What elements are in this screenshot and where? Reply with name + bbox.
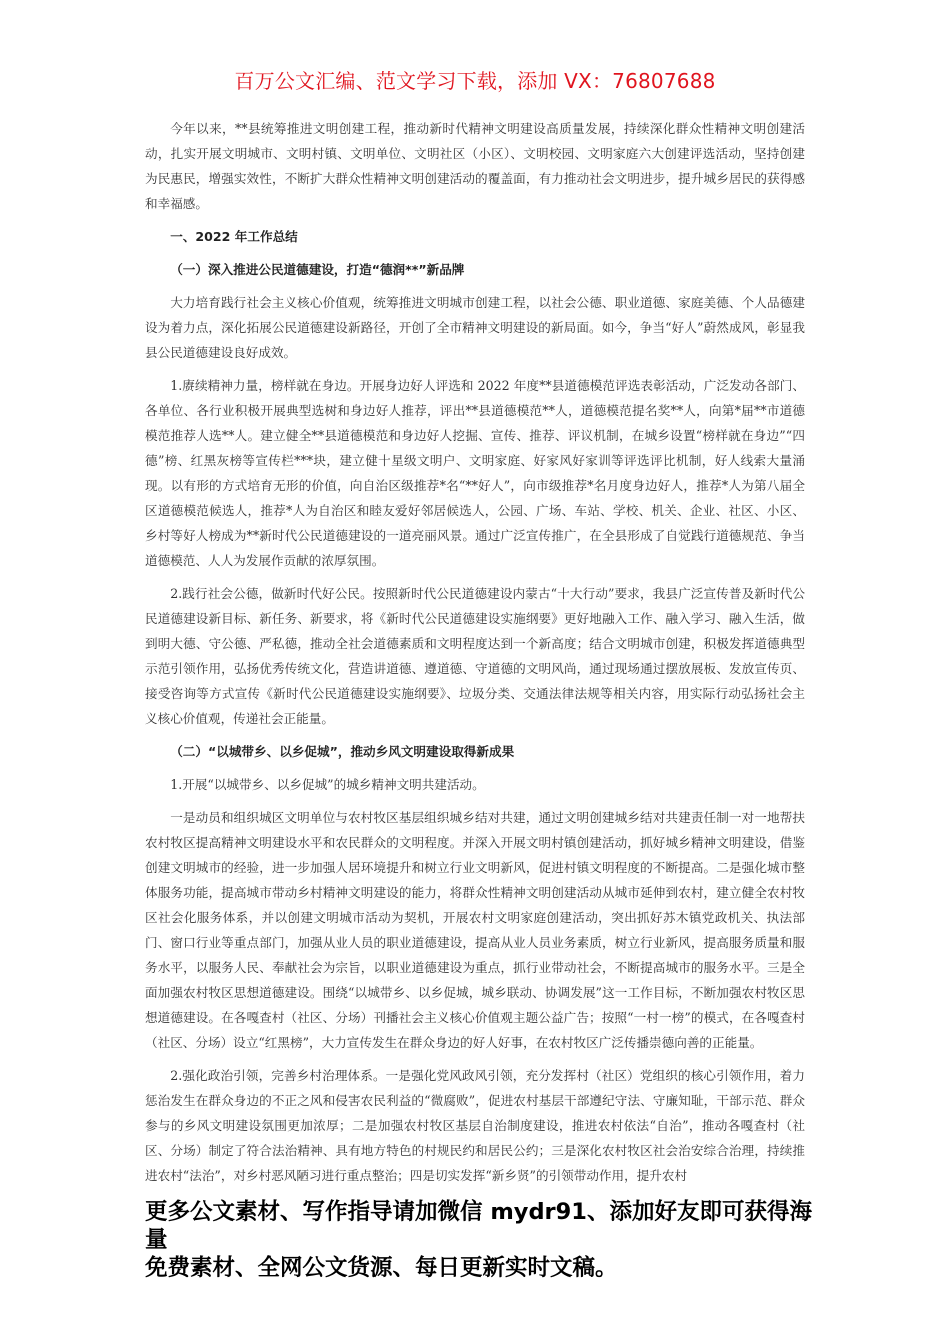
intro-paragraph: 今年以来，**县统筹推进文明创建工程，推动新时代精神文明建设高质量发展，持续深化群众性精神文明创建活动，扎实开展文明城市、文明村镇、文明单位、文明社区（小区）、文明校园、文明家庭六大创建评选活动，坚持创建为民惠民，增强实效性，不断扩大群众性精神文明创建活动的覆盖面，有力推动社会文明进步，提升城乡居民的获得感和幸福感。 (145, 121, 805, 211)
body-paragraph: 1.开展“以城带乡、以乡促城”的城乡精神文明共建活动。 (170, 777, 485, 792)
body-paragraph: 1.赓续精神力量，榜样就在身边。开展身边好人评选和 2022 年度**县道德模范评选表彰活动，广泛发动各部门、各单位、各行业积极开展典型选树和身边好人推荐，评出**县道德模范**人，道德模范提名奖**人，向第*届**市道德模范推荐人选**人。建立健全**县道德模范和身边好人挖掘、宣传、推荐、评议机制，在城乡设置“榜样就在身边”“四德”榜、红黑灰榜等宣传栏***块，建立健十星级文明户、文明家庭、好家风好家训等评选评比机制，好人线索大量涌现。以有形的方式培育无形的价值，向自治区级推荐*名“**好人”，向市级推荐*名月度身边好人，推荐*人为第八届全区道德模范候选人，推荐*人为自治区和睦友爱好邻居候选人，公园、广场、车站、学校、机关、企业、社区、小区、乡村等好人榜成为**新时代公民道德建设的一道亮丽风景。通过广泛宣传推广，在全县形成了自觉践行道德规范、争当道德模范、人人为发展作贡献的浓厚氛围。 (145, 378, 805, 568)
promo-line-2: 免费素材、全网公文货源、每日更新实时文稿。 (145, 1255, 618, 1281)
body-paragraph: 2.践行社会公德，做新时代好公民。按照新时代公民道德建设内蒙古“十大行动”要求，我县广泛宣传普及新时代公民道德建设新目标、新任务、新要求，将《新时代公民道德建设实施纲要》更好地融入工作、融入学习、融入生活，做到明大德、守公德、严私德，推动全社会道德素质和文明程度达到一个新高度；结合文明城市创建，积极发挥道德典型示范引领作用，弘扬优秀传统文化，营造讲道德、遵道德、守道德的文明风尚，通过现场通过摆放展板、发放宣传页、接受咨询等方式宣传《新时代公民道德建设实施纲要》、垃圾分类、交通法律法规等相关内容，用实际行动弘扬社会主义核心价值观，传递社会正能量。 (145, 586, 805, 726)
watermark-header: 百万公文汇编、范文学习下载，添加 VX：76807688 (234, 69, 716, 93)
body-paragraph: 一是动员和组织城区文明单位与农村牧区基层组织城乡结对共建，通过文明创建城乡结对共建责任制一对一地帮扶农村牧区提高精神文明建设水平和农民群众的文明程度。并深入开展文明村镇创建活动，抓好城乡精神文明建设，借鉴创建文明城市的经验，进一步加强人居环境提升和树立行业文明新风，促进村镇文明程度的不断提高。二是强化城市整体服务功能，提高城市带动乡村精神文明建设的能力，将群众性精神文明创建活动从城市延伸到农村，建立健全农村牧区社会化服务体系，并以创建文明城市活动为契机，开展农村文明家庭创建活动，突出抓好苏木镇党政机关、执法部门、窗口行业等重点部门，加强从业人员的职业道德建设，提高从业人员业务素质，树立行业新风，提高服务质量和服务水平，以服务人民、奉献社会为宗旨，以职业道德建设为重点，抓行业带动社会，不断提高城市的服务水平。三是全面加强农村牧区思想道德建设。围绕“以城带乡、以乡促城，城乡联动、协调发展”这一工作目标，不断加强农村牧区思想道德建设。在各嘎查村（社区、分场）刊播社会主义核心价值观主题公益广告；按照“一村一榜”的模式，在各嘎查村（社区、分场）设立“红黑榜”，大力宣传发生在群众身边的好人好事，在农村牧区广泛传播崇德向善的正能量。 (145, 810, 805, 1050)
subsection-heading: （一）深入推进公民道德建设，打造“德润**”新品牌 (170, 262, 465, 277)
section-heading: 一、2022 年工作总结 (170, 229, 298, 244)
promo-footer (145, 1198, 825, 1282)
body-paragraph: 大力培育践行社会主义核心价值观，统筹推进文明城市创建工程，以社会公德、职业道德、家庭美德、个人品德建设为着力点，深化拓展公民道德建设新路径，开创了全市精神文明建设的新局面。如今，争当“好人”蔚然成风，彰显我县公民道德建设良好成效。 (145, 295, 805, 360)
document-body (145, 116, 805, 1188)
promo-line-1: 更多公文素材、写作指导请加微信 mydr91、添加好友即可获得海量 (145, 1199, 812, 1253)
body-paragraph: 2.强化政治引领，完善乡村治理体系。一是强化党风政风引领，充分发挥村（社区）党组织的核心引领作用，着力惩治发生在群众身边的不正之风和侵害农民利益的“微腐败”，促进农村基层干部遵纪守法、守廉知耻，干部示范、群众参与的乡风文明建设氛围更加浓厚；二是加强农村牧区基层自治制度建设，推进农村依法“自治”，推动各嘎查村（社区、分场）制定了符合法治精神、具有地方特色的村规民约和居民公约；三是深化农村牧区社会治安综合治理，持续推进农村“法治”，对乡村恶风陋习进行重点整治；四是切实发挥“新乡贤”的引领带动作用，提升农村 (145, 1068, 805, 1183)
subsection-heading: （二）“以城带乡、以乡促城”，推动乡风文明建设取得新成果 (170, 744, 515, 759)
